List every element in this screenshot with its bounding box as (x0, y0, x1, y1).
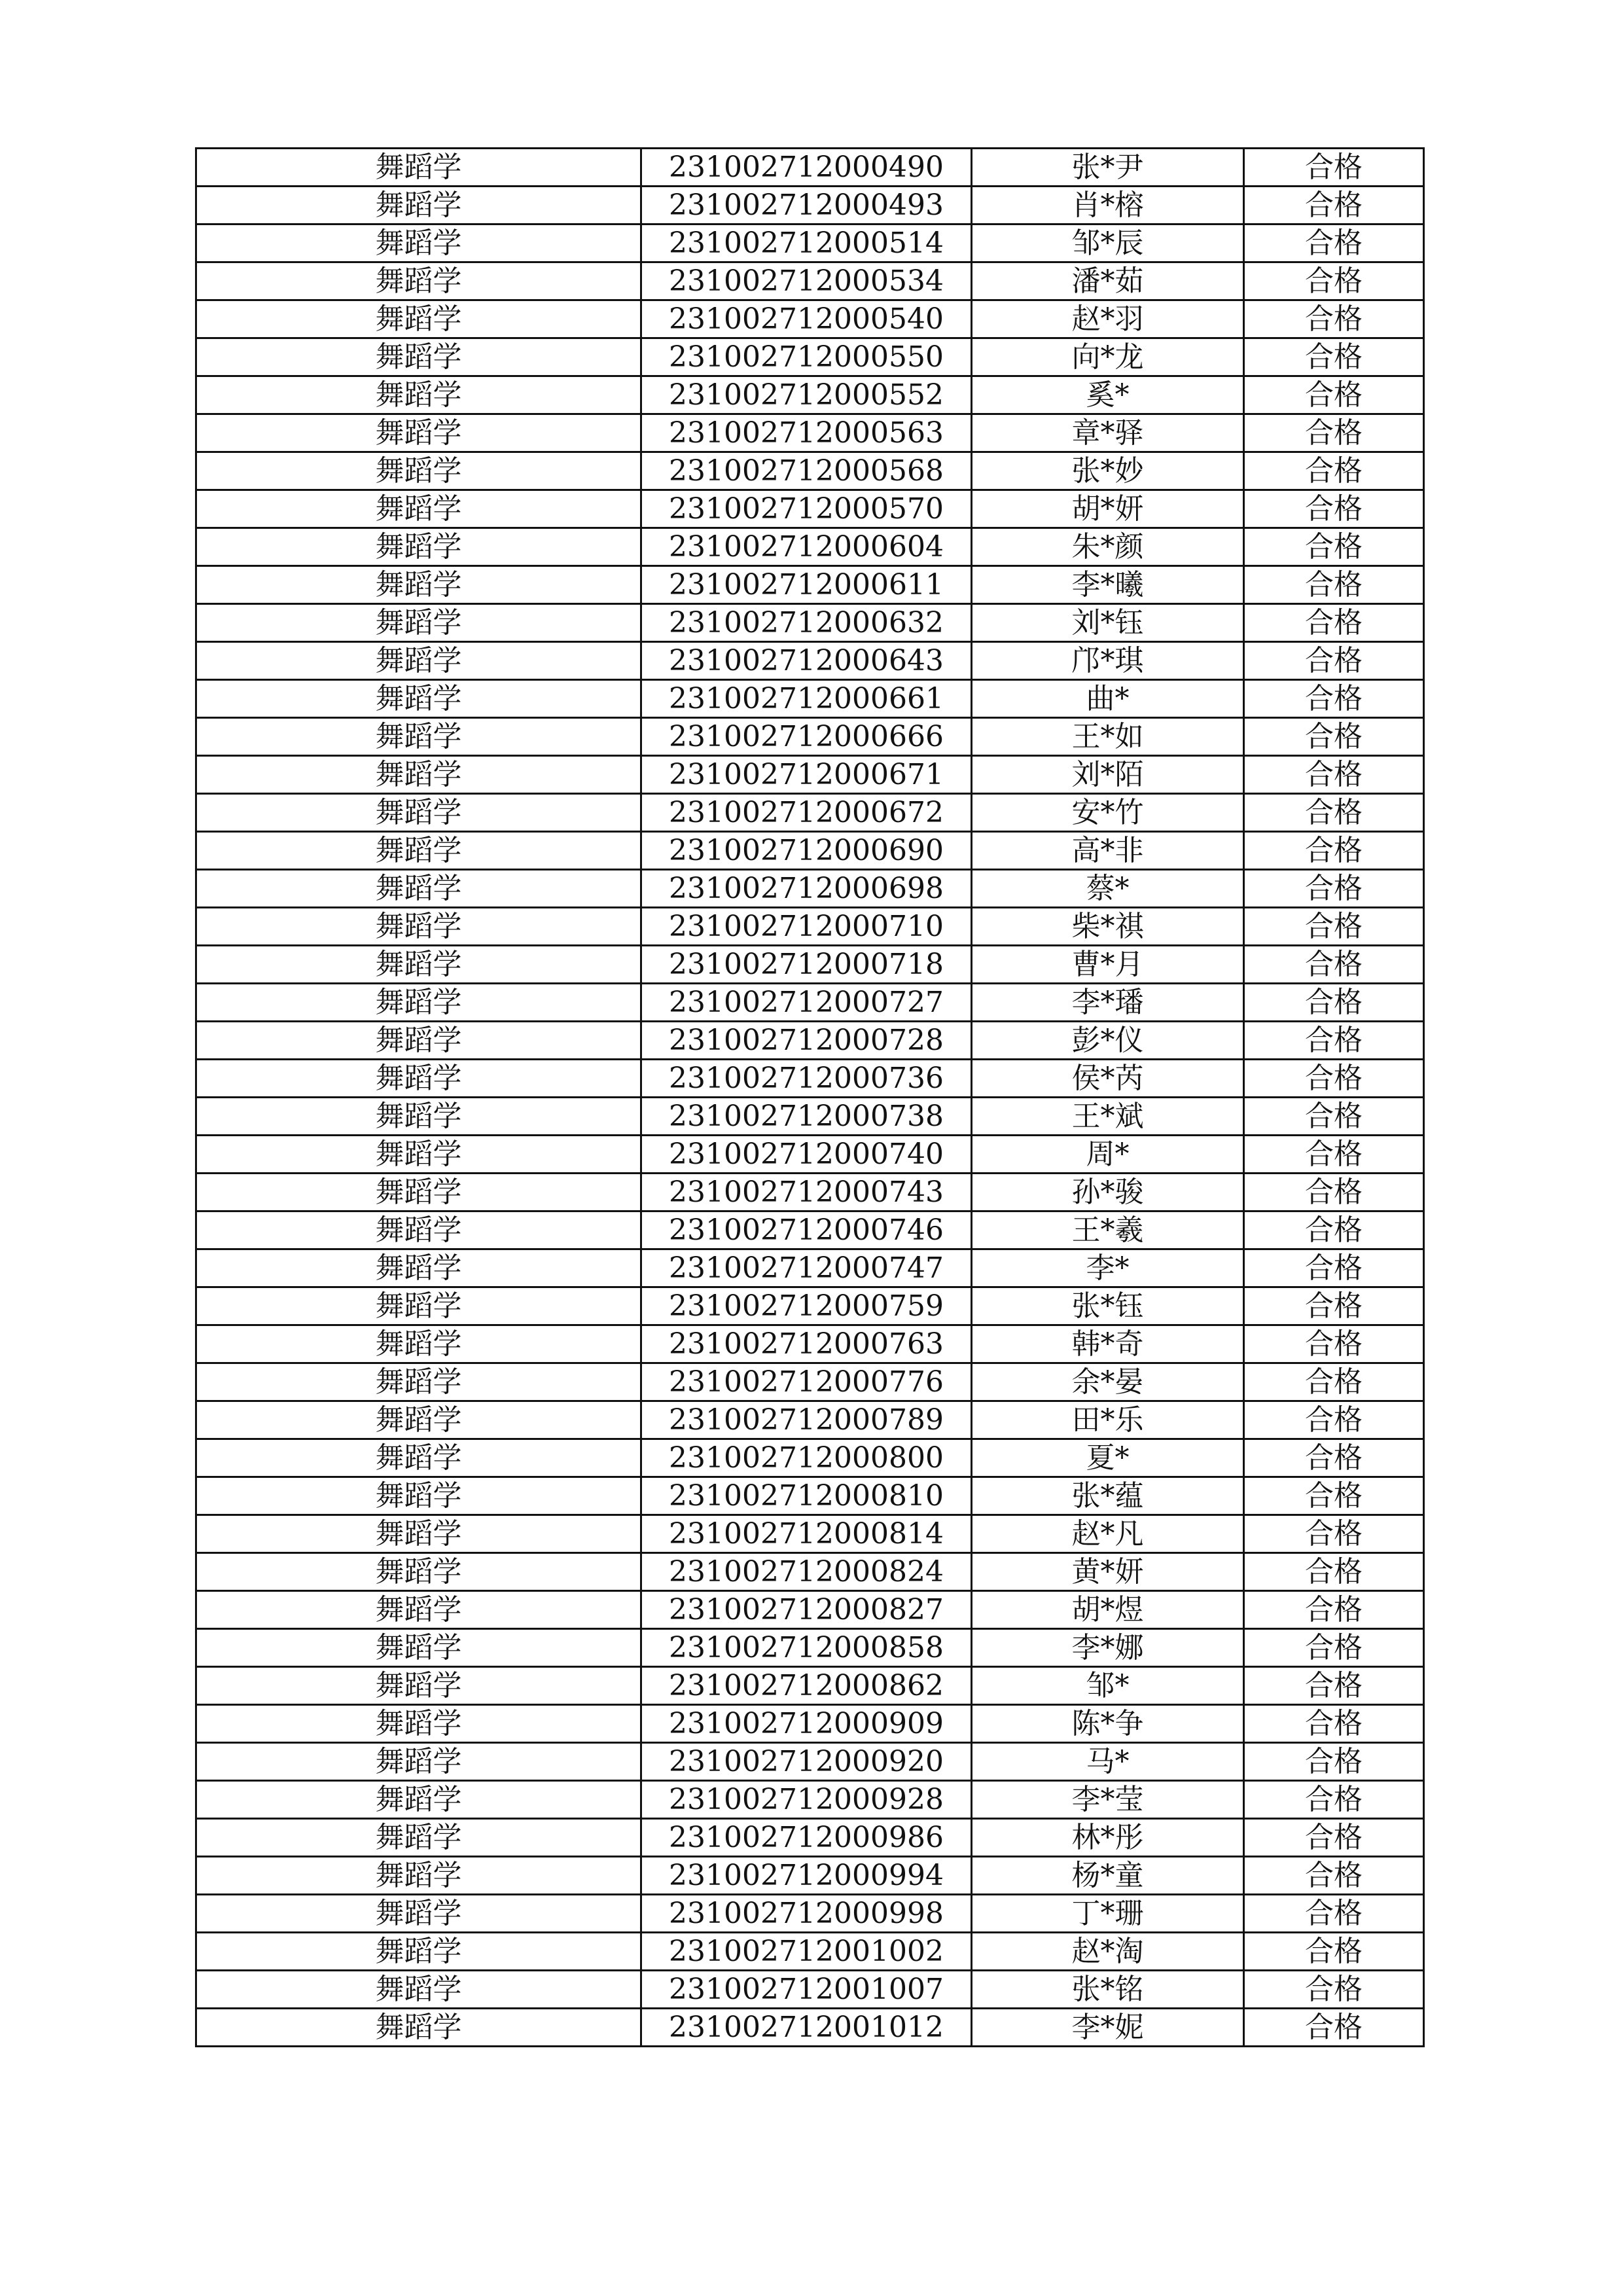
result-cell: 合格 (1244, 756, 1424, 794)
table-row (196, 338, 1424, 376)
major-cell: 舞蹈学 (196, 262, 641, 300)
result-cell: 合格 (1244, 1287, 1424, 1325)
table-row (196, 1629, 1424, 1667)
result-cell: 合格 (1244, 1174, 1424, 1211)
major-cell: 舞蹈学 (196, 1857, 641, 1895)
result-cell: 合格 (1244, 1098, 1424, 1136)
table-row (196, 1136, 1424, 1174)
exam-id-cell: 231002712000814 (641, 1515, 972, 1553)
major-cell: 舞蹈学 (196, 1477, 641, 1515)
result-cell: 合格 (1244, 262, 1424, 300)
result-cell: 合格 (1244, 794, 1424, 832)
candidate-name-cell: 韩*奇 (972, 1325, 1244, 1363)
result-cell: 合格 (1244, 1136, 1424, 1174)
major-cell: 舞蹈学 (196, 1060, 641, 1098)
exam-id-cell: 231002712000552 (641, 376, 972, 414)
exam-id-cell: 231002712000611 (641, 566, 972, 604)
result-cell: 合格 (1244, 1249, 1424, 1287)
major-cell: 舞蹈学 (196, 1401, 641, 1439)
exam-id-cell: 231002712000776 (641, 1363, 972, 1401)
exam-id-cell: 231002712000789 (641, 1401, 972, 1439)
candidate-name-cell: 黄*妍 (972, 1553, 1244, 1591)
exam-id-cell: 231002712000743 (641, 1174, 972, 1211)
major-cell: 舞蹈学 (196, 1325, 641, 1363)
exam-id-cell: 231002712000710 (641, 908, 972, 946)
exam-id-cell: 231002712000810 (641, 1477, 972, 1515)
major-cell: 舞蹈学 (196, 870, 641, 908)
candidate-name-cell: 余*晏 (972, 1363, 1244, 1401)
major-cell: 舞蹈学 (196, 1515, 641, 1553)
candidate-name-cell: 邝*琪 (972, 642, 1244, 680)
candidate-name-cell: 张*蕴 (972, 1477, 1244, 1515)
candidate-name-cell: 赵*凡 (972, 1515, 1244, 1553)
exam-id-cell: 231002712000643 (641, 642, 972, 680)
table-row (196, 1971, 1424, 2009)
result-cell: 合格 (1244, 870, 1424, 908)
table-row (196, 187, 1424, 224)
table-row (196, 1895, 1424, 1933)
major-cell: 舞蹈学 (196, 680, 641, 718)
table-row (196, 680, 1424, 718)
exam-id-cell: 231002712000604 (641, 528, 972, 566)
result-cell: 合格 (1244, 1629, 1424, 1667)
exam-id-cell: 231002712000568 (641, 452, 972, 490)
result-cell: 合格 (1244, 187, 1424, 224)
candidate-name-cell: 张*铭 (972, 1971, 1244, 2009)
candidate-name-cell: 周* (972, 1136, 1244, 1174)
exam-id-cell: 231002712000632 (641, 604, 972, 642)
table-row (196, 566, 1424, 604)
exam-id-cell: 231002712000490 (641, 149, 972, 187)
table-row (196, 1819, 1424, 1857)
exam-id-cell: 231002712000514 (641, 224, 972, 262)
candidate-name-cell: 蔡* (972, 870, 1244, 908)
table-row (196, 1211, 1424, 1249)
table-row (196, 490, 1424, 528)
result-cell: 合格 (1244, 946, 1424, 984)
result-cell: 合格 (1244, 490, 1424, 528)
result-cell: 合格 (1244, 832, 1424, 870)
exam-id-cell: 231002712000698 (641, 870, 972, 908)
table-row (196, 1553, 1424, 1591)
major-cell: 舞蹈学 (196, 376, 641, 414)
result-cell: 合格 (1244, 1211, 1424, 1249)
major-cell: 舞蹈学 (196, 452, 641, 490)
candidate-name-cell: 刘*钰 (972, 604, 1244, 642)
candidate-name-cell: 潘*茹 (972, 262, 1244, 300)
major-cell: 舞蹈学 (196, 642, 641, 680)
candidate-name-cell: 孙*骏 (972, 1174, 1244, 1211)
major-cell: 舞蹈学 (196, 1174, 641, 1211)
major-cell: 舞蹈学 (196, 1667, 641, 1705)
result-cell: 合格 (1244, 1743, 1424, 1781)
result-cell: 合格 (1244, 1022, 1424, 1060)
candidate-name-cell: 李*莹 (972, 1781, 1244, 1819)
result-cell: 合格 (1244, 1819, 1424, 1857)
result-cell: 合格 (1244, 224, 1424, 262)
major-cell: 舞蹈学 (196, 756, 641, 794)
result-cell: 合格 (1244, 1895, 1424, 1933)
exam-id-cell: 231002712000550 (641, 338, 972, 376)
result-cell: 合格 (1244, 149, 1424, 187)
candidate-name-cell: 柴*祺 (972, 908, 1244, 946)
candidate-name-cell: 曹*月 (972, 946, 1244, 984)
exam-id-cell: 231002712000928 (641, 1781, 972, 1819)
candidate-name-cell: 李*妮 (972, 2009, 1244, 2047)
table-row (196, 262, 1424, 300)
table-row (196, 984, 1424, 1022)
major-cell: 舞蹈学 (196, 1363, 641, 1401)
table-row (196, 149, 1424, 187)
exam-id-cell: 231002712001002 (641, 1933, 972, 1971)
exam-id-cell: 231002712000986 (641, 1819, 972, 1857)
candidate-name-cell: 王*斌 (972, 1098, 1244, 1136)
result-cell: 合格 (1244, 1325, 1424, 1363)
result-cell: 合格 (1244, 2009, 1424, 2047)
result-cell: 合格 (1244, 1781, 1424, 1819)
candidate-name-cell: 李* (972, 1249, 1244, 1287)
table-row (196, 300, 1424, 338)
candidate-name-cell: 赵*淘 (972, 1933, 1244, 1971)
exam-id-cell: 231002712000736 (641, 1060, 972, 1098)
table-row (196, 946, 1424, 984)
table-row (196, 376, 1424, 414)
major-cell: 舞蹈学 (196, 187, 641, 224)
major-cell: 舞蹈学 (196, 528, 641, 566)
major-cell: 舞蹈学 (196, 300, 641, 338)
result-cell: 合格 (1244, 566, 1424, 604)
result-cell: 合格 (1244, 528, 1424, 566)
table-row (196, 756, 1424, 794)
table-row (196, 224, 1424, 262)
major-cell: 舞蹈学 (196, 718, 641, 756)
candidate-name-cell: 曲* (972, 680, 1244, 718)
table-row (196, 1439, 1424, 1477)
exam-id-cell: 231002712000718 (641, 946, 972, 984)
exam-id-cell: 231002712000759 (641, 1287, 972, 1325)
candidate-name-cell: 赵*羽 (972, 300, 1244, 338)
result-cell: 合格 (1244, 1591, 1424, 1629)
candidate-name-cell: 胡*煜 (972, 1591, 1244, 1629)
table-row (196, 528, 1424, 566)
result-cell: 合格 (1244, 1477, 1424, 1515)
table-row (196, 1477, 1424, 1515)
candidate-name-cell: 李*曦 (972, 566, 1244, 604)
result-cell: 合格 (1244, 604, 1424, 642)
major-cell: 舞蹈学 (196, 832, 641, 870)
major-cell: 舞蹈学 (196, 908, 641, 946)
candidate-name-cell: 胡*妍 (972, 490, 1244, 528)
candidate-name-cell: 朱*颜 (972, 528, 1244, 566)
candidate-name-cell: 王*羲 (972, 1211, 1244, 1249)
candidate-name-cell: 丁*珊 (972, 1895, 1244, 1933)
major-cell: 舞蹈学 (196, 1933, 641, 1971)
exam-id-cell: 231002712000858 (641, 1629, 972, 1667)
candidate-name-cell: 奚* (972, 376, 1244, 414)
major-cell: 舞蹈学 (196, 1743, 641, 1781)
result-cell: 合格 (1244, 1060, 1424, 1098)
results-table (195, 147, 1425, 2047)
table-row (196, 642, 1424, 680)
table-row (196, 832, 1424, 870)
major-cell: 舞蹈学 (196, 490, 641, 528)
exam-id-cell: 231002712000493 (641, 187, 972, 224)
candidate-name-cell: 林*彤 (972, 1819, 1244, 1857)
result-cell: 合格 (1244, 680, 1424, 718)
candidate-name-cell: 张*钰 (972, 1287, 1244, 1325)
result-cell: 合格 (1244, 300, 1424, 338)
exam-id-cell: 231002712001007 (641, 1971, 972, 2009)
major-cell: 舞蹈学 (196, 946, 641, 984)
candidate-name-cell: 彭*仪 (972, 1022, 1244, 1060)
major-cell: 舞蹈学 (196, 1022, 641, 1060)
major-cell: 舞蹈学 (196, 2009, 641, 2047)
candidate-name-cell: 陈*争 (972, 1705, 1244, 1743)
table-row (196, 1781, 1424, 1819)
table-row (196, 1287, 1424, 1325)
table-row (196, 1401, 1424, 1439)
result-cell: 合格 (1244, 338, 1424, 376)
candidate-name-cell: 田*乐 (972, 1401, 1244, 1439)
result-cell: 合格 (1244, 1971, 1424, 2009)
major-cell: 舞蹈学 (196, 1249, 641, 1287)
exam-id-cell: 231002712000728 (641, 1022, 972, 1060)
table-row (196, 452, 1424, 490)
candidate-name-cell: 张*妙 (972, 452, 1244, 490)
exam-id-cell: 231002712000727 (641, 984, 972, 1022)
major-cell: 舞蹈学 (196, 1591, 641, 1629)
result-cell: 合格 (1244, 984, 1424, 1022)
candidate-name-cell: 王*如 (972, 718, 1244, 756)
major-cell: 舞蹈学 (196, 1895, 641, 1933)
table-row (196, 1022, 1424, 1060)
major-cell: 舞蹈学 (196, 1098, 641, 1136)
candidate-name-cell: 章*驿 (972, 414, 1244, 452)
table-row (196, 1667, 1424, 1705)
candidate-name-cell: 李*娜 (972, 1629, 1244, 1667)
table-row (196, 1705, 1424, 1743)
exam-id-cell: 231002712000563 (641, 414, 972, 452)
table-row (196, 1363, 1424, 1401)
table-row (196, 1933, 1424, 1971)
major-cell: 舞蹈学 (196, 1553, 641, 1591)
exam-id-cell: 231002712000672 (641, 794, 972, 832)
exam-id-cell: 231002712000661 (641, 680, 972, 718)
exam-id-cell: 231002712000909 (641, 1705, 972, 1743)
candidate-name-cell: 杨*童 (972, 1857, 1244, 1895)
major-cell: 舞蹈学 (196, 794, 641, 832)
result-cell: 合格 (1244, 1667, 1424, 1705)
candidate-name-cell: 向*龙 (972, 338, 1244, 376)
table-row (196, 794, 1424, 832)
major-cell: 舞蹈学 (196, 338, 641, 376)
result-cell: 合格 (1244, 1857, 1424, 1895)
table-row (196, 1325, 1424, 1363)
result-cell: 合格 (1244, 452, 1424, 490)
candidate-name-cell: 张*尹 (972, 149, 1244, 187)
exam-id-cell: 231002712000540 (641, 300, 972, 338)
exam-id-cell: 231002712000690 (641, 832, 972, 870)
results-table-body (196, 149, 1424, 2047)
major-cell: 舞蹈学 (196, 566, 641, 604)
exam-id-cell: 231002712000998 (641, 1895, 972, 1933)
major-cell: 舞蹈学 (196, 1211, 641, 1249)
exam-id-cell: 231002712001012 (641, 2009, 972, 2047)
exam-id-cell: 231002712000824 (641, 1553, 972, 1591)
table-row (196, 1515, 1424, 1553)
candidate-name-cell: 夏* (972, 1439, 1244, 1477)
candidate-name-cell: 邹*辰 (972, 224, 1244, 262)
result-cell: 合格 (1244, 908, 1424, 946)
result-cell: 合格 (1244, 1401, 1424, 1439)
exam-id-cell: 231002712000738 (641, 1098, 972, 1136)
exam-id-cell: 231002712000570 (641, 490, 972, 528)
exam-id-cell: 231002712000994 (641, 1857, 972, 1895)
major-cell: 舞蹈学 (196, 224, 641, 262)
result-cell: 合格 (1244, 1933, 1424, 1971)
candidate-name-cell: 邹* (972, 1667, 1244, 1705)
exam-id-cell: 231002712000746 (641, 1211, 972, 1249)
major-cell: 舞蹈学 (196, 1136, 641, 1174)
table-row (196, 870, 1424, 908)
table-row (196, 1249, 1424, 1287)
result-cell: 合格 (1244, 1363, 1424, 1401)
result-cell: 合格 (1244, 1705, 1424, 1743)
result-cell: 合格 (1244, 1439, 1424, 1477)
table-row (196, 908, 1424, 946)
table-row (196, 718, 1424, 756)
candidate-name-cell: 刘*陌 (972, 756, 1244, 794)
candidate-name-cell: 安*竹 (972, 794, 1244, 832)
table-row (196, 604, 1424, 642)
table-row (196, 1098, 1424, 1136)
table-row (196, 414, 1424, 452)
major-cell: 舞蹈学 (196, 1287, 641, 1325)
result-cell: 合格 (1244, 718, 1424, 756)
major-cell: 舞蹈学 (196, 1705, 641, 1743)
exam-id-cell: 231002712000740 (641, 1136, 972, 1174)
result-cell: 合格 (1244, 642, 1424, 680)
table-row (196, 1174, 1424, 1211)
result-cell: 合格 (1244, 414, 1424, 452)
result-cell: 合格 (1244, 376, 1424, 414)
exam-id-cell: 231002712000763 (641, 1325, 972, 1363)
exam-id-cell: 231002712000800 (641, 1439, 972, 1477)
exam-id-cell: 231002712000534 (641, 262, 972, 300)
major-cell: 舞蹈学 (196, 414, 641, 452)
major-cell: 舞蹈学 (196, 1781, 641, 1819)
table-row (196, 1857, 1424, 1895)
candidate-name-cell: 高*非 (972, 832, 1244, 870)
exam-id-cell: 231002712000920 (641, 1743, 972, 1781)
candidate-name-cell: 肖*榕 (972, 187, 1244, 224)
candidate-name-cell: 李*璠 (972, 984, 1244, 1022)
exam-id-cell: 231002712000671 (641, 756, 972, 794)
major-cell: 舞蹈学 (196, 1439, 641, 1477)
exam-id-cell: 231002712000827 (641, 1591, 972, 1629)
table-row (196, 2009, 1424, 2047)
exam-id-cell: 231002712000862 (641, 1667, 972, 1705)
major-cell: 舞蹈学 (196, 149, 641, 187)
major-cell: 舞蹈学 (196, 1819, 641, 1857)
major-cell: 舞蹈学 (196, 604, 641, 642)
table-row (196, 1060, 1424, 1098)
exam-id-cell: 231002712000747 (641, 1249, 972, 1287)
result-cell: 合格 (1244, 1553, 1424, 1591)
candidate-name-cell: 侯*芮 (972, 1060, 1244, 1098)
table-row (196, 1743, 1424, 1781)
candidate-name-cell: 马* (972, 1743, 1244, 1781)
major-cell: 舞蹈学 (196, 1971, 641, 2009)
result-cell: 合格 (1244, 1515, 1424, 1553)
major-cell: 舞蹈学 (196, 984, 641, 1022)
table-row (196, 1591, 1424, 1629)
exam-id-cell: 231002712000666 (641, 718, 972, 756)
major-cell: 舞蹈学 (196, 1629, 641, 1667)
